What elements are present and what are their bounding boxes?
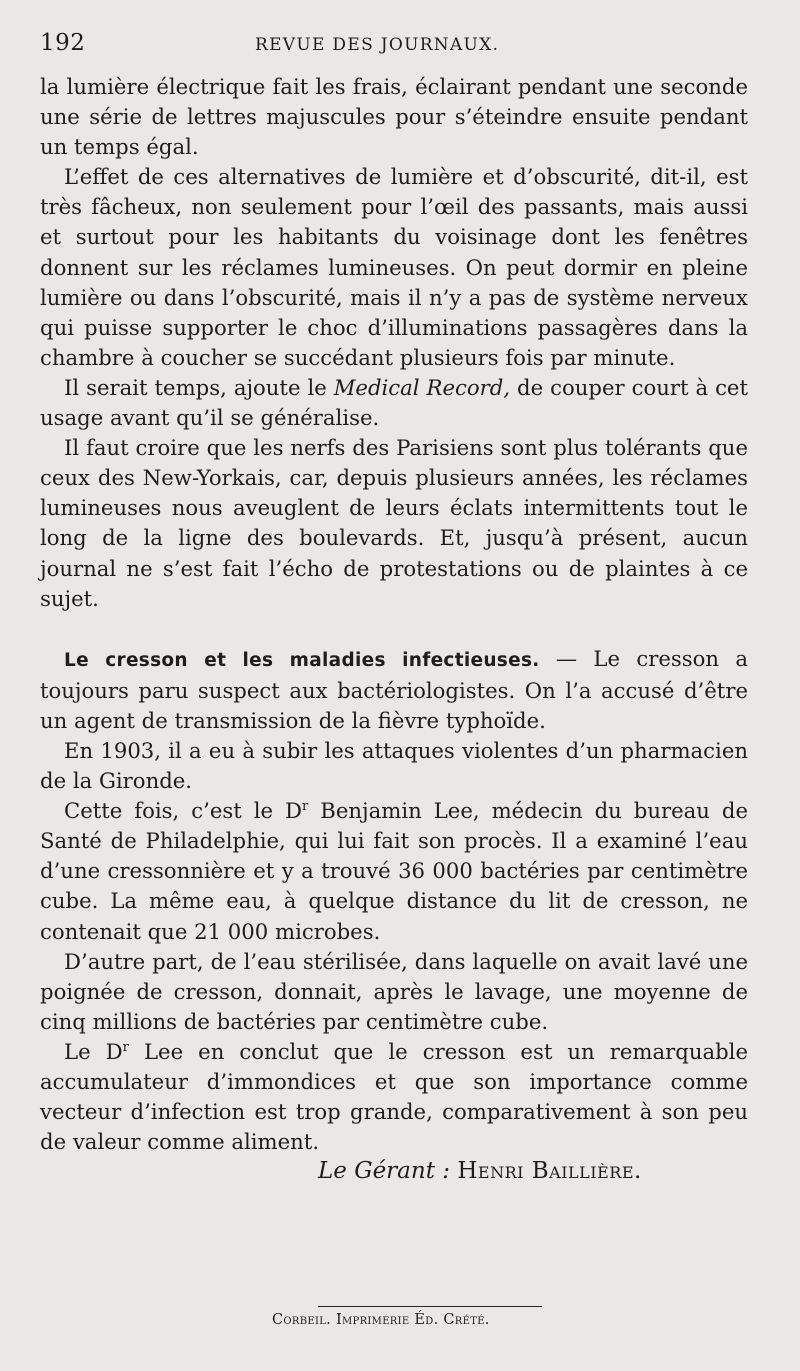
page-number: 192 — [40, 30, 86, 56]
journal-name: Medical Record, — [333, 374, 511, 400]
text-run: — Le cresson a toujours paru suspect aux bactériologistes. On l’a accusé d’être un agent de transmission de la fièvre typhoïde. — [40, 645, 748, 733]
printer-imprint: Corbeil. Imprimerie Éd. Crété. — [272, 1312, 490, 1328]
text-run: Cette fois, c’est le D — [64, 798, 303, 824]
paragraph-parisians: Il faut croire que les nerfs des Parisiens sont plus tolérants que ceux des New-Yorkais, car, depuis plusieurs années, les réclames lumineuses nous aveuglent de leurs éclats intermittents tout le long de la ligne des boulevards. Et, jusqu’à présent, aucun journal ne s’est fait l’écho de protestations ou de plaintes à ce sujet. — [40, 435, 748, 611]
paragraph-gironde: En 1903, il a eu à subir les attaques violentes d’un pharmacien de la Gironde. — [40, 737, 748, 794]
signature — [318, 1158, 642, 1184]
signature-label: Le Gérant : — [318, 1158, 451, 1184]
superscript: r — [122, 1039, 129, 1055]
paragraph-effects: L’effet de ces alternatives de lumière et d’obscurité, dit-il, est très fâcheux, non seulement pour l’œil des passants, mais aussi et surtout pour les habitants du voisinage dont les fenêtres donnent sur les réclames lumineuses. On peut dormir en pleine lumière ou dans l’obscurité, mais il n’y a pas de système nerveux qui puisse supporter le choc d’illuminations passagères dans la chambre à coucher se succédant plusieurs fois par minute. — [40, 164, 748, 370]
section-title: Le cresson et les maladies infectieuses. — [64, 649, 540, 671]
footer-divider — [318, 1306, 542, 1307]
text-run: Le D — [64, 1038, 123, 1064]
superscript: r — [302, 799, 309, 815]
text-run: de couper court à cet usage avant qu’il se généralise. — [40, 374, 748, 431]
journal-title: REVUE DES JOURNAUX. — [255, 35, 500, 55]
signature-name: Henri Baillière. — [457, 1158, 642, 1184]
running-head — [40, 30, 748, 64]
text-run: Benjamin Lee, médecin du bureau de Santé de Philadelphie, qui lui fait son procès. Il a examiné l’eau d’une cressonnière et y a trouvé 36 000 bactéries par centimètre cube. La même eau, à quelque distance du lit de cresson, ne contenait que 21 000 microbes. — [40, 798, 748, 944]
text-run: Il serait temps, ajoute le — [64, 374, 334, 400]
paragraph-continuation: la lumière électrique fait les frais, éclairant pendant une seconde une série de lettres majuscules pour s’éteindre ensuite pendant un temps égal. — [40, 74, 748, 160]
paragraph-conclusion — [40, 1037, 748, 1157]
paragraph-medical-record — [40, 373, 748, 433]
paragraph-sterilized-water: D’autre part, de l’eau stérilisée, dans laquelle on avait lavé une poignée de cresson, donnait, après le lavage, une moyenne de cinq millions de bactéries par centimètre cube. — [40, 948, 748, 1034]
paragraph-cresson-intro — [40, 644, 748, 736]
paragraph-benjamin-lee — [40, 796, 748, 946]
text-run: Lee en conclut que le cresson est un remarquable accumulateur d’immondices et que son importance comme vecteur d’infection est trop grande, comparativement à son peu de valeur comme aliment. — [40, 1038, 748, 1155]
